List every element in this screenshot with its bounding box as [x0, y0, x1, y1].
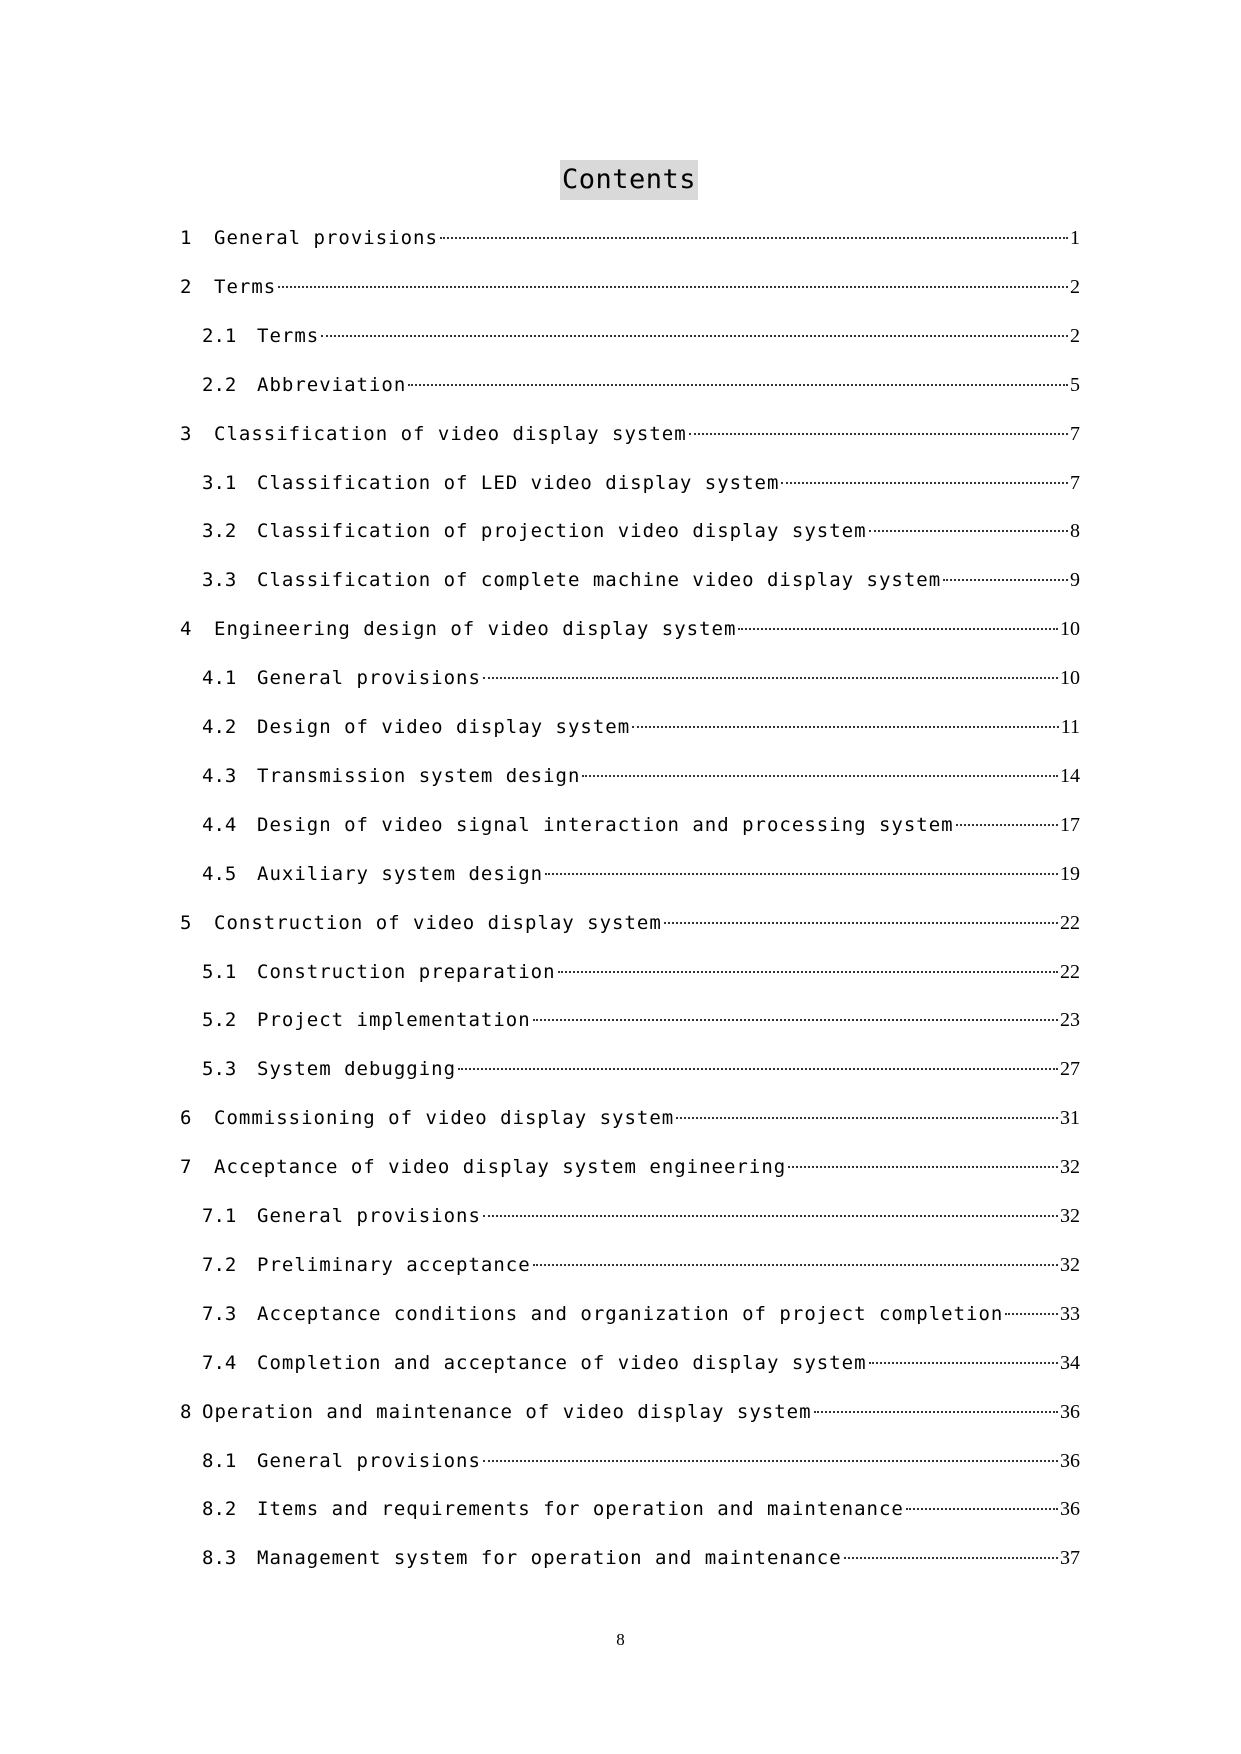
toc-entry[interactable] — [202, 566, 1080, 594]
toc-entry-title: Construction of video display system — [214, 912, 662, 934]
toc-entry-page: 7 — [1070, 423, 1080, 445]
toc-entry-page: 22 — [1060, 961, 1080, 983]
dot-leader — [533, 1018, 1058, 1021]
toc-entry[interactable] — [180, 1104, 1080, 1132]
toc-entry[interactable] — [180, 909, 1080, 937]
toc-entry-number: 4.5 — [202, 863, 237, 885]
toc-entry-number: 4 — [180, 618, 192, 640]
toc-entry-page: 36 — [1060, 1498, 1080, 1520]
toc-entry-number: 2.1 — [202, 325, 237, 347]
toc-entry-title: Design of video signal interaction and processing system — [257, 814, 954, 836]
toc-entry[interactable] — [180, 420, 1080, 448]
dot-leader — [689, 432, 1068, 435]
dot-leader — [844, 1556, 1058, 1559]
dot-leader — [440, 236, 1068, 239]
toc-entry[interactable] — [202, 762, 1080, 790]
toc-entry-number: 7 — [180, 1156, 192, 1178]
dot-leader — [545, 872, 1058, 875]
toc-entry[interactable] — [202, 1006, 1080, 1034]
toc-entry-number: 5 — [180, 912, 192, 934]
toc-entry-page: 22 — [1060, 912, 1080, 934]
toc-entry-number: 7.4 — [202, 1352, 237, 1374]
toc-entry-number: 4.3 — [202, 765, 237, 787]
dot-leader — [632, 725, 1059, 728]
toc-entry[interactable] — [202, 371, 1080, 399]
toc-entry-title: General provisions — [257, 1205, 481, 1227]
toc-entry-page: 9 — [1070, 569, 1080, 591]
toc-entry[interactable] — [202, 1447, 1080, 1475]
toc-entry-page: 23 — [1060, 1009, 1080, 1031]
toc-entry-title: General provisions — [257, 667, 481, 689]
dot-leader — [558, 970, 1058, 973]
toc-entry-page: 2 — [1070, 276, 1080, 298]
toc-entry-title: Management system for operation and maintenance — [257, 1547, 842, 1569]
toc-entry[interactable] — [180, 224, 1080, 252]
toc-entry-number: 5.3 — [202, 1058, 237, 1080]
toc-entry[interactable] — [202, 713, 1080, 741]
toc-entry-number: 7.2 — [202, 1254, 237, 1276]
toc-entry-number: 3.2 — [202, 520, 237, 542]
toc-entry[interactable] — [202, 1349, 1080, 1377]
toc-entry-number: 5.1 — [202, 961, 237, 983]
toc-entry[interactable] — [202, 517, 1080, 545]
toc-entry-page: 14 — [1060, 765, 1080, 787]
toc-entry-page: 36 — [1060, 1401, 1080, 1423]
toc-entry-title: Transmission system design — [257, 765, 581, 787]
toc-entry-page: 17 — [1060, 814, 1080, 836]
toc-entry-number: 3.3 — [202, 569, 237, 591]
toc-entry-title: Commissioning of video display system — [214, 1107, 675, 1129]
toc-entry-page: 5 — [1070, 374, 1080, 396]
toc-entry-title: Acceptance conditions and organization of project completion — [257, 1303, 1004, 1325]
dot-leader — [278, 285, 1068, 288]
toc-entry-number: 1 — [180, 227, 192, 249]
dot-leader — [738, 627, 1058, 630]
toc-entry-number: 2.2 — [202, 374, 237, 396]
dot-leader — [676, 1116, 1058, 1119]
toc-entry-title: Construction preparation — [257, 961, 556, 983]
dot-leader — [483, 1214, 1058, 1217]
toc-entry-title: Engineering design of video display system — [214, 618, 737, 640]
toc-entry-number: 4.4 — [202, 814, 237, 836]
toc-entry-number: 3.1 — [202, 472, 237, 494]
toc-entry-page: 19 — [1060, 863, 1080, 885]
page-title: Contents — [560, 160, 698, 200]
dot-leader — [533, 1263, 1058, 1266]
toc-entry-page: 32 — [1060, 1205, 1080, 1227]
toc-entry-title: Classification of complete machine video display system — [257, 569, 942, 591]
toc-entry[interactable] — [180, 1398, 1080, 1426]
toc-entry[interactable] — [180, 273, 1080, 301]
toc-entry[interactable] — [202, 1544, 1080, 1572]
toc-entry-title: Acceptance of video display system engineering — [214, 1156, 787, 1178]
toc-entry[interactable] — [202, 811, 1080, 839]
toc-entry-number: 6 — [180, 1107, 192, 1129]
toc-entry[interactable] — [202, 664, 1080, 692]
toc-entry-title: Project implementation — [257, 1009, 531, 1031]
dot-leader — [869, 529, 1068, 532]
toc-entry-number: 8.1 — [202, 1450, 237, 1472]
toc-entry-page: 8 — [1070, 520, 1080, 542]
toc-entry[interactable] — [180, 1153, 1080, 1181]
toc-entry-title: Terms — [214, 276, 277, 298]
page-number-footer: 8 — [616, 1630, 625, 1649]
dot-leader — [869, 1361, 1058, 1364]
toc-entry-title: Terms — [257, 325, 320, 347]
toc-entry-page: 36 — [1060, 1450, 1080, 1472]
toc-entry-title: General provisions — [214, 227, 438, 249]
toc-entry-page: 10 — [1060, 667, 1080, 689]
dot-leader — [483, 676, 1058, 679]
toc-entry[interactable] — [180, 615, 1080, 643]
toc-entry-page: 34 — [1060, 1352, 1080, 1374]
toc-entry-page: 32 — [1060, 1254, 1080, 1276]
toc-entry-title: Classification of video display system — [214, 423, 687, 445]
toc-entry[interactable] — [202, 469, 1080, 497]
toc-entry[interactable] — [202, 1495, 1080, 1523]
toc-entry-page: 10 — [1060, 618, 1080, 640]
toc-entry-number: 8.2 — [202, 1498, 237, 1520]
toc-entry-page: 33 — [1060, 1303, 1080, 1325]
toc-entry[interactable] — [202, 1055, 1080, 1083]
toc-entry-number: 7.3 — [202, 1303, 237, 1325]
toc-entry-page: 37 — [1060, 1547, 1080, 1569]
dot-leader — [781, 481, 1068, 484]
dot-leader — [788, 1165, 1058, 1168]
toc-entry-number: 5.2 — [202, 1009, 237, 1031]
toc-entry-title: Design of video display system — [257, 716, 631, 738]
toc-entry-number: 8 — [180, 1401, 192, 1423]
toc-entry-page: 1 — [1070, 227, 1080, 249]
toc-entry[interactable] — [202, 860, 1080, 888]
toc-entry-title: Operation and maintenance of video display system — [202, 1401, 812, 1423]
toc-entry[interactable] — [202, 1300, 1080, 1328]
dot-leader — [956, 823, 1058, 826]
toc-entry-number: 2 — [180, 276, 192, 298]
dot-leader — [664, 921, 1058, 924]
dot-leader — [814, 1410, 1058, 1413]
toc-entry-page: 11 — [1060, 716, 1080, 738]
toc-entry-title: General provisions — [257, 1450, 481, 1472]
toc-entry-title: Abbreviation — [257, 374, 407, 396]
toc-entry-number: 8.3 — [202, 1547, 237, 1569]
toc-entry-page: 27 — [1060, 1058, 1080, 1080]
dot-leader — [321, 334, 1068, 337]
dot-leader — [483, 1459, 1058, 1462]
toc-entry-page: 32 — [1060, 1156, 1080, 1178]
dot-leader — [1005, 1312, 1058, 1315]
dot-leader — [458, 1067, 1058, 1070]
toc-entry-title: Classification of LED video display system — [257, 472, 780, 494]
toc-entry-number: 4.2 — [202, 716, 237, 738]
toc-entry-page: 31 — [1060, 1107, 1080, 1129]
dot-leader — [582, 774, 1058, 777]
toc-entry-page: 7 — [1070, 472, 1080, 494]
toc-entry-title: Classification of projection video display system — [257, 520, 867, 542]
toc-entry-title: Completion and acceptance of video display system — [257, 1352, 867, 1374]
toc-entry-number: 3 — [180, 423, 192, 445]
toc-entry-title: Items and requirements for operation and maintenance — [257, 1498, 904, 1520]
toc-entry[interactable] — [202, 322, 1080, 350]
dot-leader — [906, 1507, 1058, 1510]
toc-entry-title: System debugging — [257, 1058, 457, 1080]
dot-leader — [408, 383, 1068, 386]
toc-entry-number: 7.1 — [202, 1205, 237, 1227]
toc-entry-page: 2 — [1070, 325, 1080, 347]
toc-entry[interactable] — [202, 958, 1080, 986]
toc-entry-title: Auxiliary system design — [257, 863, 544, 885]
toc-entry-title: Preliminary acceptance — [257, 1254, 531, 1276]
toc-entry[interactable] — [202, 1251, 1080, 1279]
toc-entry-number: 4.1 — [202, 667, 237, 689]
dot-leader — [943, 578, 1068, 581]
toc-entry[interactable] — [202, 1202, 1080, 1230]
